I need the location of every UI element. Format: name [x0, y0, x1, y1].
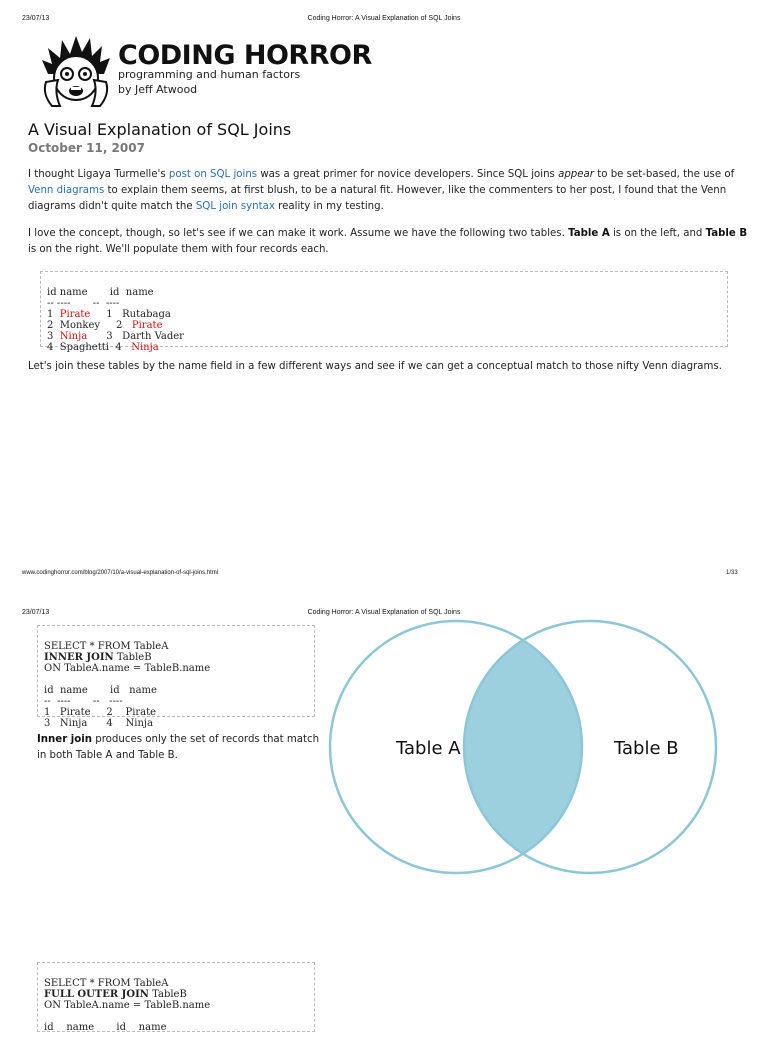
tables-dash-row: -- ---- -- ---- [47, 298, 120, 309]
site-byline: by Jeff Atwood [118, 83, 198, 96]
tables-header-row: id name id name [47, 287, 154, 298]
coding-horror-mascot-icon[interactable] [38, 34, 114, 108]
inner-sql-line-1: SELECT * FROM TableA [44, 641, 169, 652]
post-title[interactable]: A Visual Explanation of SQL Joins [28, 120, 292, 139]
post-paragraph-2: I love the concept, though, so let's see if we can make it work. Assume we have the following two tables. Table A is on the left, and Table B is on the right. We'll populate them with four records each. [28, 228, 748, 255]
post-paragraph-1 [28, 167, 748, 215]
site-title[interactable]: CODING HORROR [118, 40, 372, 71]
paragraph-1-line-3: diagrams didn't quite match the SQL join syntax reality in my testing. [28, 201, 384, 212]
inner-sql-line-2: INNER JOIN TableB [44, 652, 152, 663]
site-tagline: programming and human factors [118, 68, 301, 81]
tables-rows [47, 309, 721, 353]
venn-label-table-a: Table A [396, 738, 461, 759]
inner-result-dashes: -- ---- -- ---- [44, 696, 123, 707]
print-footer-url: www.codinghorror.com/blog/2007/10/a-visual-explanation-of-sql-joins.html [22, 570, 219, 576]
link-venn-diagrams[interactable]: Venn diagrams [28, 185, 105, 196]
inner-result-row: 1 Pirate 2 Pirate [44, 707, 157, 718]
print-header-date: 23/07/13 [22, 15, 50, 22]
link-post-on-sql-joins[interactable]: post on SQL joins [168, 169, 258, 180]
print-header-title: Coding Horror: A Visual Explanation of SQL Joins [307, 15, 461, 22]
tables-row: 1 Pirate 1 Rutabaga [47, 309, 171, 320]
inner-join-description: Inner join produces only the set of records that match in both Table A and Table B. [37, 734, 320, 761]
inner-result-row: 3 Ninja 4 Ninja [44, 718, 153, 729]
print-header-title-page2: Coding Horror: A Visual Explanation of SQL Joins [307, 609, 461, 616]
outer-sql-line-3: ON TableA.name = TableB.name [44, 1000, 211, 1011]
post-date: October 11, 2007 [28, 141, 145, 155]
outer-result-header: id name id name [44, 1022, 167, 1033]
print-header-date-page2: 23/07/13 [22, 609, 50, 616]
tables-row: 3 Ninja 3 Darth Vader [47, 331, 184, 342]
print-footer-page: 1/33 [726, 570, 738, 576]
post-paragraph-3: Let's join these tables by the name field in a few different ways and see if we can get a conceptual match to those nifty Venn diagrams. [28, 361, 722, 372]
inner-sql-line-3: ON TableA.name = TableB.name [44, 663, 211, 674]
full-outer-join-code-block [37, 962, 315, 1032]
tables-row: 4 Spaghetti 4 Ninja [47, 342, 159, 353]
paragraph-1-line-1: I thought Ligaya Turmelle's post on SQL joins was a great primer for novice developers. Since SQL joins appear to be set-based, the use of [28, 169, 735, 180]
tables-code-block [40, 271, 728, 353]
paragraph-1-line-2: Venn diagrams to explain them seems, at first blush, to be a natural fit. However, like the commenters to her post, I found that the Venn [28, 185, 727, 196]
inner-result-header: id name id name [44, 685, 157, 696]
venn-label-table-b: Table B [614, 738, 679, 759]
outer-sql-line-2: FULL OUTER JOIN TableB [44, 989, 187, 1000]
inner-join-venn-diagram [326, 614, 722, 880]
tables-row: 2 Monkey 2 Pirate [47, 320, 163, 331]
inner-join-code-block [37, 625, 315, 729]
outer-sql-line-1: SELECT * FROM TableA [44, 978, 169, 989]
link-sql-join-syntax[interactable]: SQL join syntax [195, 201, 275, 212]
